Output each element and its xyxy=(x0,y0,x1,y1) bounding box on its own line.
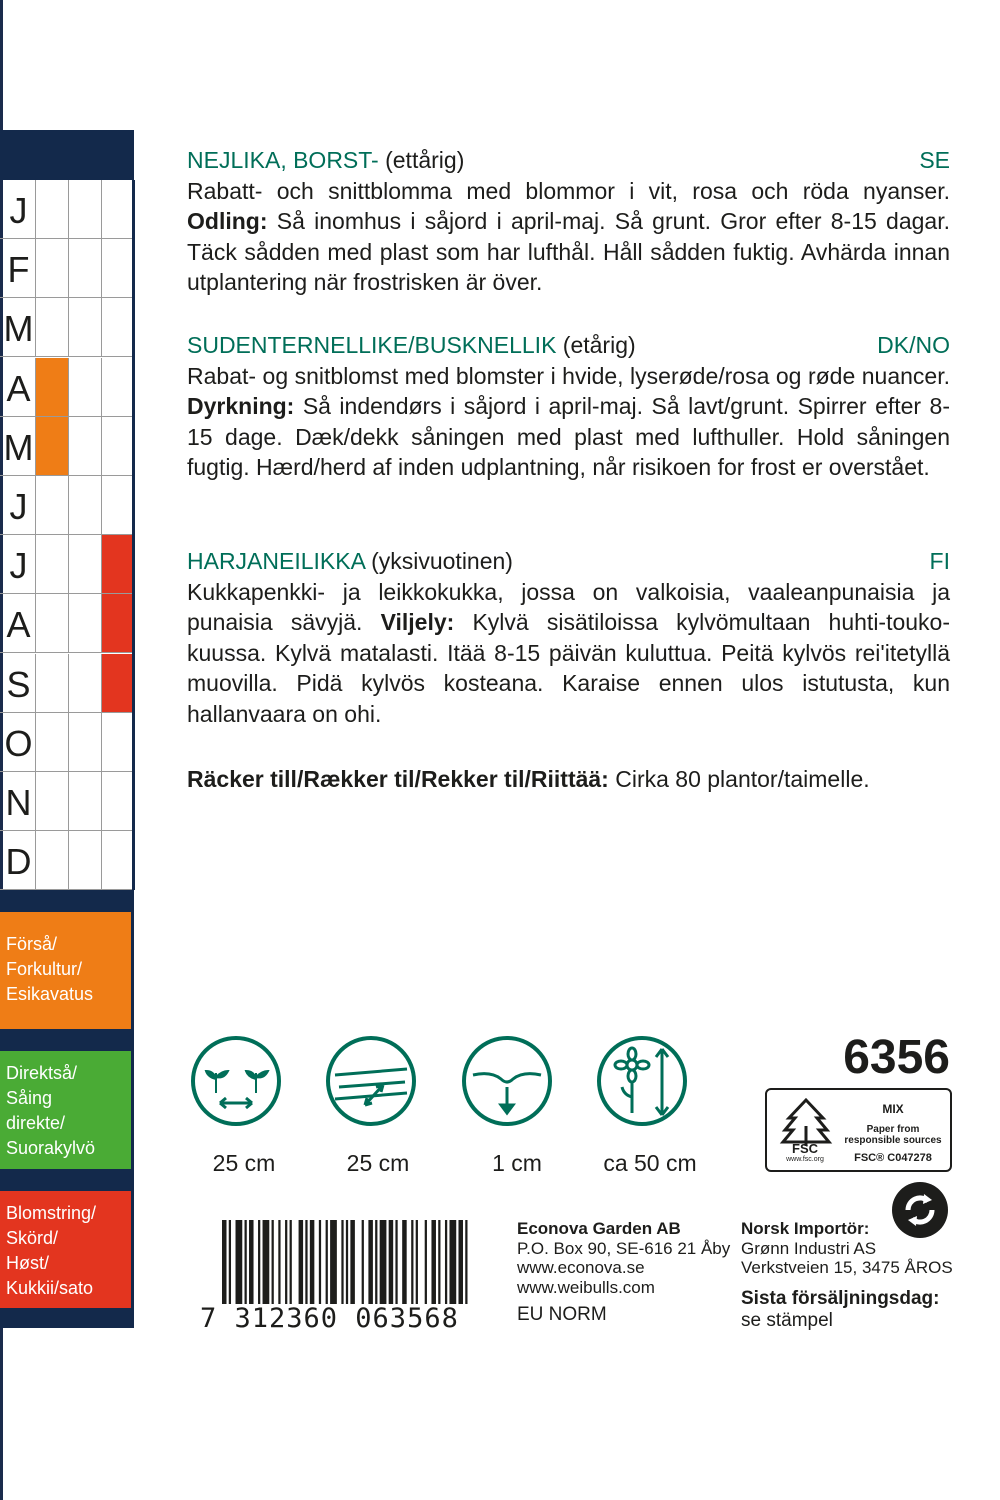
month-letter: S xyxy=(2,654,36,713)
barcode-bar xyxy=(458,1220,463,1304)
direct-sow-cell xyxy=(69,831,102,889)
barcode-bar xyxy=(362,1220,364,1304)
importer-info xyxy=(741,1219,953,1278)
section-subtitle: (etårig) xyxy=(562,332,636,358)
barcode-bar xyxy=(375,1220,377,1304)
plant-spacing-label: 25 cm xyxy=(212,1150,276,1176)
month-letter: F xyxy=(2,239,36,298)
barcode-bar xyxy=(395,1220,397,1304)
direct-sow-cell xyxy=(69,654,102,712)
bloom-cell xyxy=(102,654,134,712)
bloom-cell xyxy=(102,713,134,771)
last-sale-value: se stämpel xyxy=(741,1310,833,1331)
barcode-bar xyxy=(290,1220,292,1304)
legend-direct-line: direkte/ xyxy=(6,1113,66,1133)
calendar-row xyxy=(0,476,134,535)
direct-sow-cell xyxy=(69,535,102,593)
legend-presow-line: Forkultur/ xyxy=(6,959,83,979)
section-subtitle: (yksivuotinen) xyxy=(371,548,513,574)
last-sale-label: Sista försäljningsdag: xyxy=(741,1288,940,1309)
presow-cell xyxy=(36,772,69,830)
section-dk-no xyxy=(187,330,950,483)
cultivation-label: Viljely: xyxy=(380,609,455,635)
company-address: P.O. Box 90, SE-616 21 Åby xyxy=(517,1238,731,1258)
legend-divider xyxy=(0,890,134,912)
barcode-bar xyxy=(305,1220,307,1304)
presow-cell xyxy=(36,831,69,889)
legend-bloom-line: Høst/ xyxy=(6,1253,49,1273)
direct-sow-cell xyxy=(69,298,102,356)
barcode-bar xyxy=(263,1220,270,1304)
legend-direct-sow xyxy=(0,1051,134,1169)
importer-address: Verkstveien 15, 3475 ÅROS xyxy=(741,1258,953,1277)
presow-cell xyxy=(36,417,69,475)
section-fi xyxy=(187,546,950,729)
barcode-bar xyxy=(272,1220,274,1304)
barcode-bar xyxy=(229,1220,231,1304)
month-letter: A xyxy=(2,594,36,653)
barcode-bar xyxy=(249,1220,254,1304)
barcode-bar xyxy=(236,1220,243,1304)
company-website: www.econova.se xyxy=(517,1258,645,1277)
barcode-bar xyxy=(402,1220,407,1304)
presow-cell xyxy=(36,594,69,652)
calendar-row xyxy=(0,594,134,653)
presow-cell xyxy=(36,654,69,712)
section-title: HARJANEILIKKA xyxy=(187,548,365,574)
barcode-bar xyxy=(449,1220,456,1304)
legend-divider xyxy=(0,1029,134,1051)
legend-presow-line: Esikavatus xyxy=(6,984,94,1004)
barcode-bar xyxy=(411,1220,413,1304)
bloom-cell xyxy=(102,772,134,830)
direct-sow-cell xyxy=(69,476,102,534)
section-title: SUDENTERNELLIKE/BUSKNELLIK xyxy=(187,332,557,358)
calendar-row xyxy=(0,831,134,890)
sowing-depth-icon xyxy=(461,1035,553,1127)
legend-bloom-line: Blomstring/ xyxy=(6,1203,97,1223)
month-letter: M xyxy=(2,298,36,357)
fsc-mix: MIX xyxy=(882,1102,904,1116)
cultivation-text: Så inomhus i såjord i april-maj. Så grunt. Gror efter 8-15 dagar. Täck sådden med plast som har lufthål. Håll sådden fuktig. Avhärda innan utplantering när frostrisken är över. xyxy=(187,208,951,295)
calendar-row xyxy=(0,417,134,476)
last-sale-info xyxy=(741,1288,939,1332)
bloom-cell xyxy=(102,298,134,356)
barcode-bar xyxy=(416,1220,418,1304)
calendar-row xyxy=(0,180,134,239)
barcode-bar xyxy=(389,1220,394,1304)
barcode-bar xyxy=(425,1220,427,1304)
calendar-header-bar xyxy=(0,130,134,180)
direct-sow-cell xyxy=(69,772,102,830)
barcode-image xyxy=(222,1220,472,1304)
barcode-bar xyxy=(278,1220,280,1304)
barcode-bar xyxy=(380,1220,387,1304)
bloom-cell xyxy=(102,476,134,534)
barcode-bar xyxy=(445,1220,447,1304)
barcode-bar xyxy=(310,1220,315,1304)
cultivation-label: Odling: xyxy=(187,208,268,234)
yield-value: Cirka 80 plantor/taimelle. xyxy=(615,766,870,792)
fsc-logo xyxy=(765,1088,952,1172)
direct-sow-cell xyxy=(69,713,102,771)
importer-name: Grønn Industri AS xyxy=(741,1238,877,1258)
direct-sow-cell xyxy=(69,358,102,416)
cultivation-text: Så indendørs i såjord i april-maj. Så lavt/grunt. Spirrer efter 8-15 dage. Dæk/dekk såningen med plast med lufthuller. Hold såningen fugtig. Hærd/herd af inden udplantning, når risikoen for frost er overstået. xyxy=(187,393,951,480)
bloom-cell xyxy=(102,417,134,475)
calendar-row xyxy=(0,654,134,713)
plant-height-icon xyxy=(596,1035,688,1127)
bloom-cell xyxy=(102,535,134,593)
barcode-bar xyxy=(465,1220,467,1304)
presow-cell xyxy=(36,358,69,416)
bloom-cell xyxy=(102,358,134,416)
bloom-cell xyxy=(102,831,134,889)
calendar-border xyxy=(132,180,135,890)
presow-cell xyxy=(36,713,69,771)
legend-bloom xyxy=(0,1191,134,1308)
legend-divider xyxy=(0,1169,134,1191)
month-letter: N xyxy=(2,772,36,831)
fsc-claim-line: responsible sources xyxy=(844,1135,942,1146)
fsc-claim-line: Paper from xyxy=(866,1124,920,1135)
barcode-bar xyxy=(258,1220,260,1304)
direct-sow-cell xyxy=(69,239,102,297)
presow-cell xyxy=(36,298,69,356)
calendar-row xyxy=(0,358,134,417)
fsc-logo-text: FSC xyxy=(792,1141,818,1156)
month-letter: J xyxy=(2,535,36,594)
importer-label: Norsk Importör: xyxy=(741,1219,870,1238)
barcode-bar xyxy=(350,1220,355,1304)
bloom-cell xyxy=(102,594,134,652)
month-letter: A xyxy=(2,358,36,417)
month-letter: M xyxy=(2,417,36,476)
cultivation-label: Dyrkning: xyxy=(187,393,295,419)
description-text: Kukkapenkki- ja leikkokukka, jossa on valkoisia, vaaleanpunaisia ja punaisia sävyjä. xyxy=(187,578,950,635)
plant-spacing-icon xyxy=(190,1035,282,1127)
direct-sow-cell xyxy=(69,180,102,238)
legend-direct-line: Suorakylvö xyxy=(6,1138,96,1158)
barcode-bar xyxy=(438,1220,440,1304)
fsc-claim xyxy=(839,1124,947,1146)
barcode-bar xyxy=(299,1220,304,1304)
calendar-row xyxy=(0,713,134,772)
legend-presow xyxy=(0,912,134,1029)
bloom-cell xyxy=(102,180,134,238)
barcode-bar xyxy=(368,1220,373,1304)
barcode-bar xyxy=(245,1220,247,1304)
barcode-bar xyxy=(341,1220,343,1304)
fsc-code: FSC® C047278 xyxy=(854,1152,932,1164)
language-code: FI xyxy=(929,548,950,574)
language-code: SE xyxy=(919,147,950,173)
barcode-digits: 7 312360 063568 xyxy=(200,1303,459,1334)
company-name: Econova Garden AB xyxy=(517,1219,681,1238)
section-se xyxy=(187,145,950,298)
company-website: www.weibulls.com xyxy=(517,1277,655,1297)
legend-bloom-line: Skörd/ xyxy=(6,1228,59,1248)
sowing-calendar xyxy=(0,180,134,890)
presow-cell xyxy=(36,535,69,593)
row-spacing-label: 25 cm xyxy=(346,1150,410,1176)
eu-norm: EU NORM xyxy=(517,1304,607,1325)
description-text: Rabatt- och snittblomma med blommor i vit, rosa och röda nyanser. xyxy=(187,177,950,204)
barcode-bar xyxy=(326,1220,328,1304)
barcode-bar xyxy=(319,1220,321,1304)
plant-height-label: ca 50 cm xyxy=(603,1150,697,1176)
yield-label: Räcker till/Rækker til/Rekker til/Riittää: xyxy=(187,766,609,792)
section-title: NEJLIKA, BORST- xyxy=(187,147,379,173)
calendar-row xyxy=(0,535,134,594)
month-letter: J xyxy=(2,476,36,535)
legend-bloom-line: Kukkii/sato xyxy=(6,1278,94,1298)
presow-cell xyxy=(36,476,69,534)
description-text: Rabat- og snitblomst med blomster i hvide, lyserøde/rosa og røde nuancer. xyxy=(187,362,950,389)
legend-divider xyxy=(0,1308,134,1328)
bloom-cell xyxy=(102,239,134,297)
legend-direct-line: Såing xyxy=(6,1088,53,1108)
sowing-depth-label: 1 cm xyxy=(492,1150,542,1176)
legend-direct-line: Direktså/ xyxy=(6,1063,78,1083)
month-letter: J xyxy=(2,180,36,239)
fsc-url: www.fsc.org xyxy=(786,1156,824,1163)
direct-sow-cell xyxy=(69,417,102,475)
legend-presow-line: Förså/ xyxy=(6,934,58,954)
calendar-row xyxy=(0,239,134,298)
barcode-bar xyxy=(346,1220,348,1304)
row-spacing-icon xyxy=(325,1035,417,1127)
presow-cell xyxy=(36,180,69,238)
company-info xyxy=(517,1219,730,1325)
barcode-bar xyxy=(285,1220,287,1304)
product-number: 6356 xyxy=(843,1031,950,1084)
direct-sow-cell xyxy=(69,594,102,652)
calendar-row xyxy=(0,772,134,831)
month-letter: O xyxy=(2,713,36,772)
section-subtitle: (ettårig) xyxy=(385,147,465,173)
month-letter: D xyxy=(2,831,36,890)
barcode-bar xyxy=(222,1220,227,1304)
barcode-bar xyxy=(330,1220,337,1304)
cultivation-text: Kylvä sisätiloissa kylvömultaan huhti-touko-kuussa. Kylvä matalasti. Itää 8-15 päivän kuluttua. Peitä kylvös rei'itetyllä muovilla. Pidä kylvös kosteana. Karaise ennen ulos istutusta, kun hallanvaara on ohi. xyxy=(187,609,951,727)
barcode-bar xyxy=(431,1220,436,1304)
language-code: DK/NO xyxy=(877,332,950,358)
yield-line xyxy=(187,764,950,795)
presow-cell xyxy=(36,239,69,297)
calendar-row xyxy=(0,298,134,357)
